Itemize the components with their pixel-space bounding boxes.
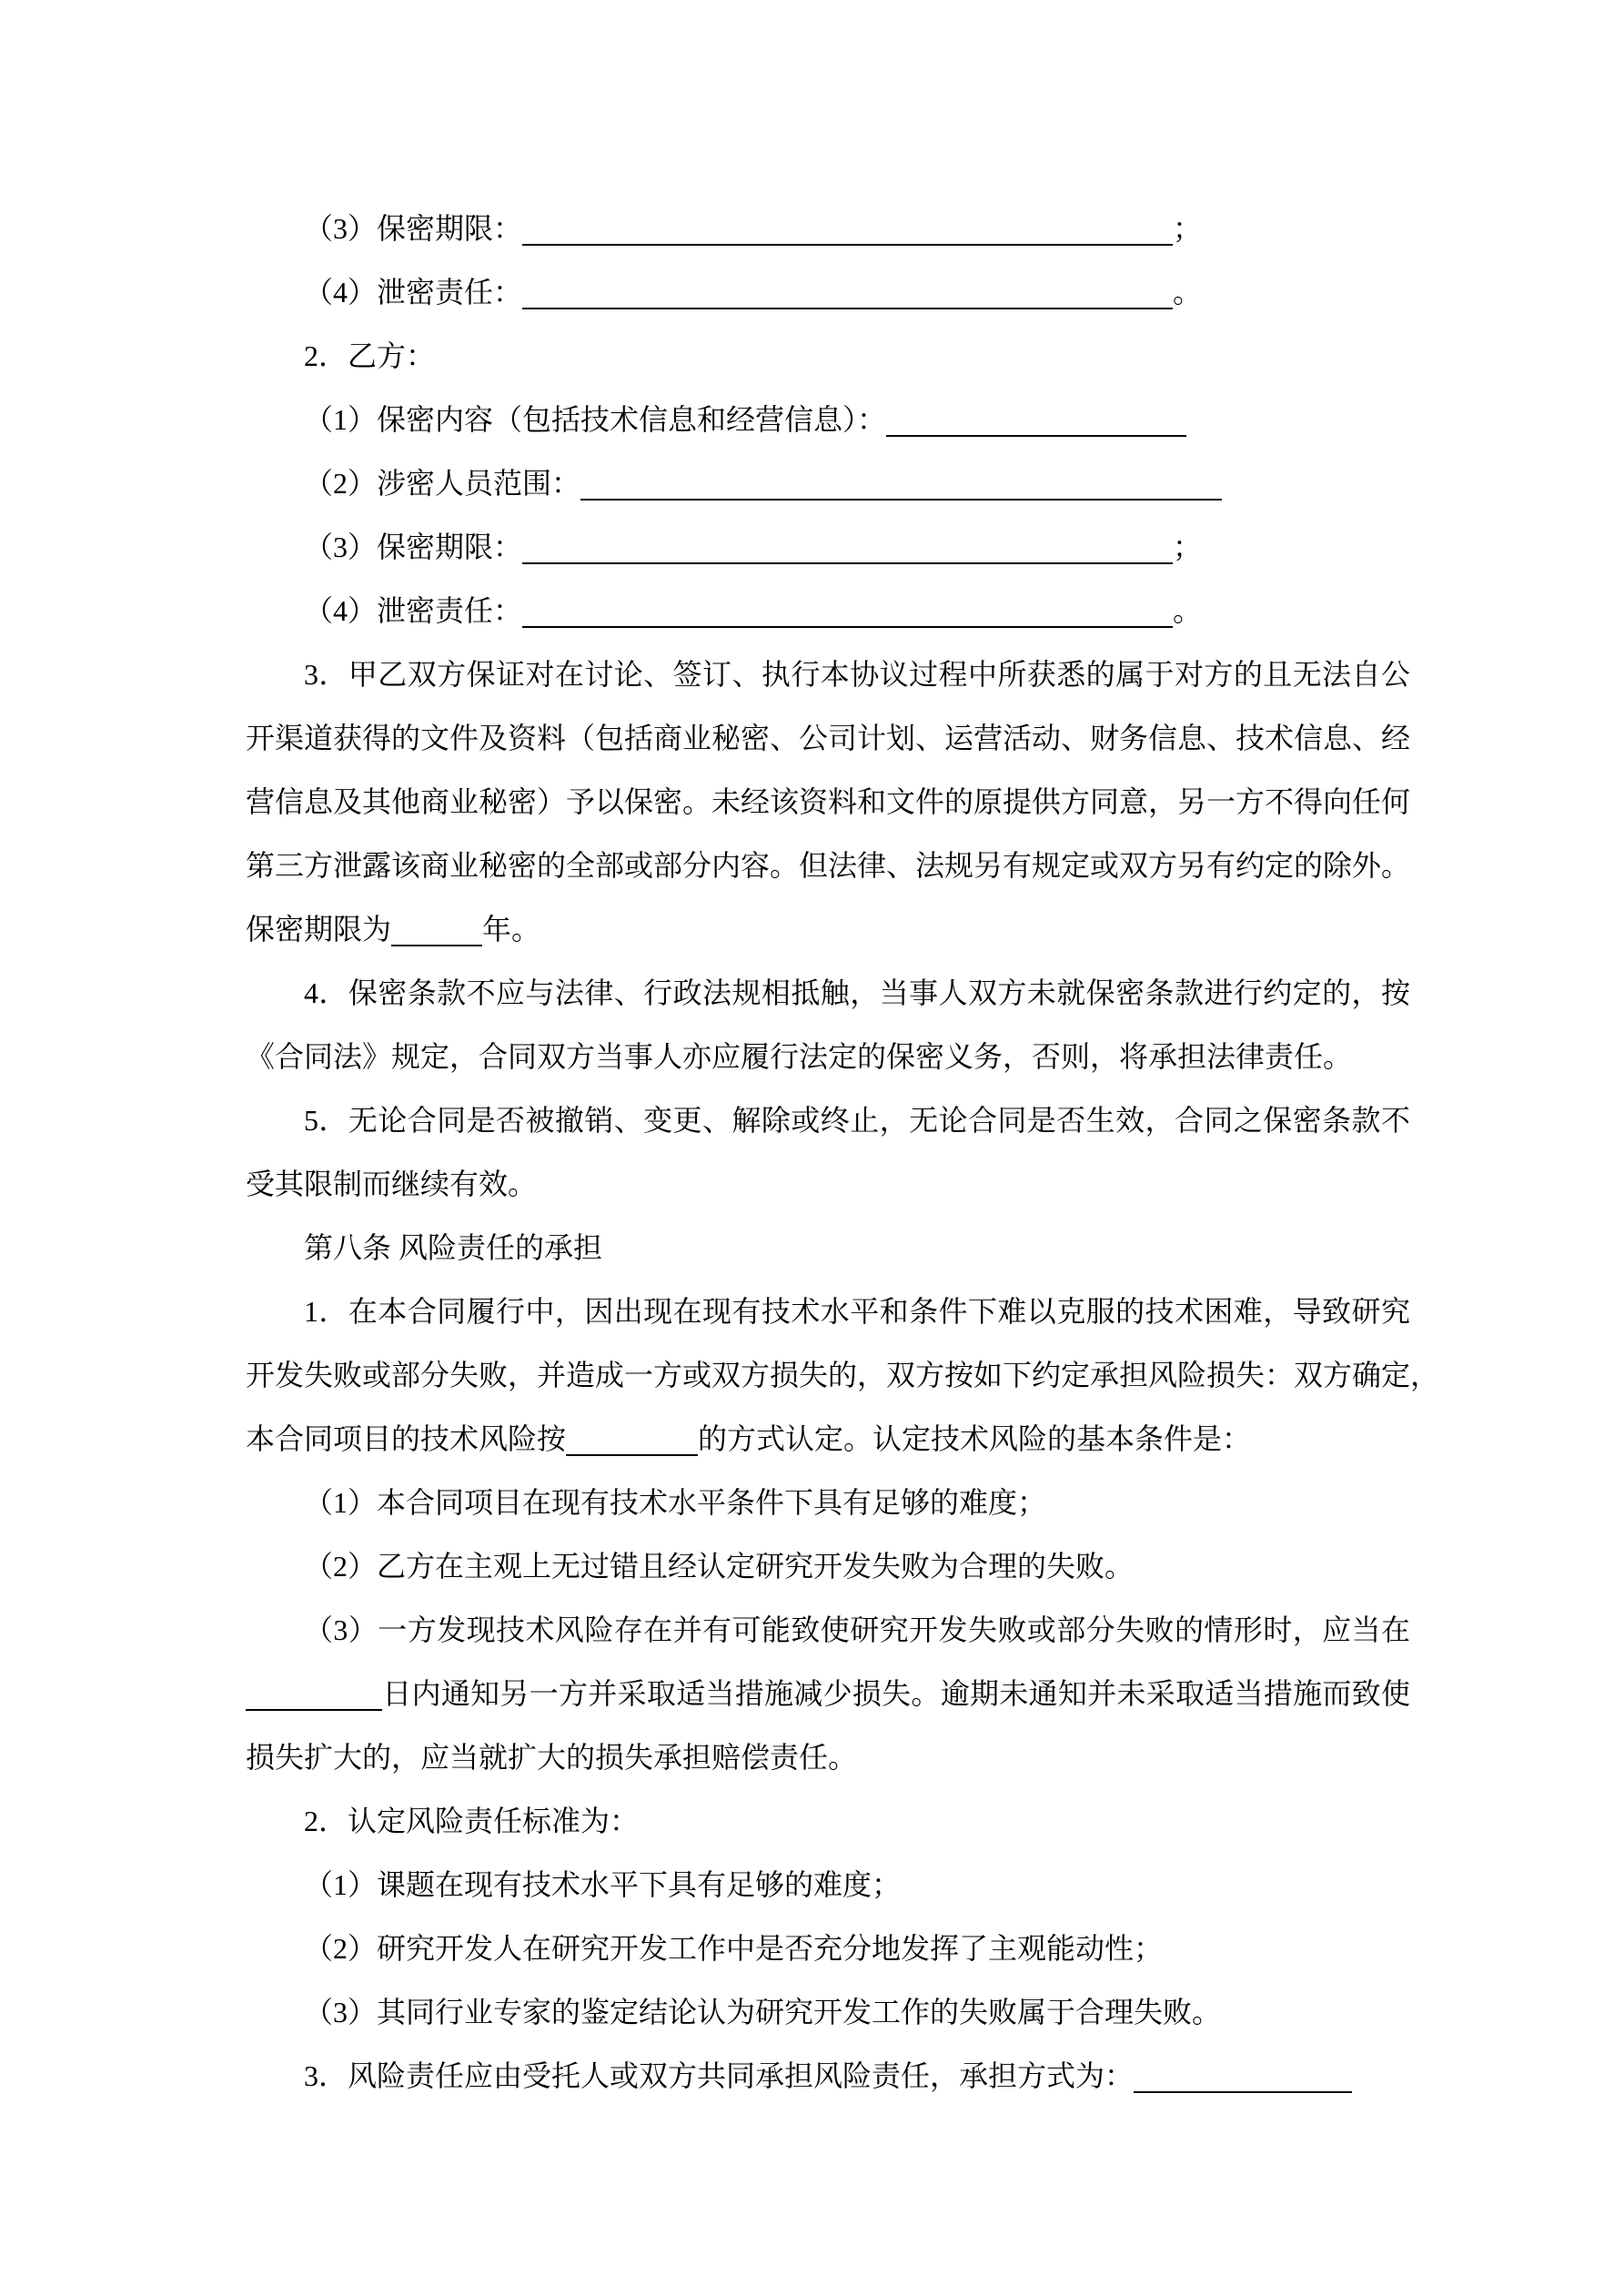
fill-in-blank <box>391 917 482 946</box>
fill-in-blank <box>580 471 1222 501</box>
document-line <box>246 324 1410 388</box>
document-line <box>246 1279 1410 1343</box>
document-line <box>246 515 1410 579</box>
fill-in-blank <box>522 217 1173 246</box>
document-line <box>246 897 1410 961</box>
text-run: （3）保密期限： <box>304 531 523 563</box>
fill-in-blank <box>886 408 1186 437</box>
text-run: （2）乙方在主观上无过错且经认定研究开发失败为合理的失败。 <box>304 1550 1135 1583</box>
text-run: 受其限制而继续有效。 <box>246 1168 538 1200</box>
document-line <box>246 197 1410 260</box>
text-run: （4）泄密责任： <box>304 276 523 308</box>
document-text-block <box>246 197 1440 2108</box>
document-line <box>246 260 1410 324</box>
text-run: 。 <box>1173 276 1203 308</box>
text-run: （2）涉密人员范围： <box>304 467 581 500</box>
document-line <box>246 1088 1410 1152</box>
document-line <box>246 706 1410 770</box>
fill-in-blank <box>522 599 1173 628</box>
text-run: （3）保密期限： <box>304 212 523 245</box>
document-line <box>246 642 1410 706</box>
document-line <box>246 770 1410 834</box>
text-run: 的方式认定。认定技术风险的基本条件是： <box>698 1422 1252 1455</box>
text-run: 1．在本合同履行中，因出现在现有技术水平和条件下难以克服的技术困难，导致研究 <box>304 1295 1410 1328</box>
text-run: 开渠道获得的文件及资料（包括商业秘密、公司计划、运营活动、财务信息、技术信息、经 <box>246 722 1411 754</box>
text-run: （1）本合同项目在现有技术水平条件下具有足够的难度； <box>304 1486 1047 1519</box>
text-run: ； <box>1173 212 1203 245</box>
fill-in-blank <box>522 280 1173 309</box>
text-run: （1）保密内容（包括技术信息和经营信息）： <box>304 403 887 436</box>
document-line <box>246 1980 1410 2044</box>
document-line <box>246 961 1410 1025</box>
document-line <box>246 388 1410 451</box>
text-run: 2．认定风险责任标准为： <box>304 1805 640 1837</box>
text-run: 开发失败或部分失败，并造成一方或双方损失的，双方按如下约定承担风险损失：双方确定， <box>246 1359 1440 1391</box>
document-line <box>246 1853 1410 1917</box>
document-line <box>246 2044 1410 2108</box>
document-line <box>246 1216 1410 1279</box>
text-run: 年。 <box>482 913 541 946</box>
fill-in-blank <box>566 1427 698 1456</box>
text-run: 3．风险责任应由受托人或双方共同承担风险责任，承担方式为： <box>304 2059 1135 2092</box>
fill-in-blank <box>246 1682 382 1711</box>
text-run: （1）课题在现有技术水平下具有足够的难度； <box>304 1868 902 1901</box>
text-run: 第三方泄露该商业秘密的全部或部分内容。但法律、法规另有规定或双方另有约定的除外。 <box>246 849 1411 882</box>
text-run: （3）其同行业专家的鉴定结论认为研究开发工作的失败属于合理失败。 <box>304 1996 1222 2028</box>
text-run: 本合同项目的技术风险按 <box>246 1422 567 1455</box>
text-run: 《合同法》规定，合同双方当事人亦应履行法定的保密义务，否则，将承担法律责任。 <box>246 1040 1353 1073</box>
fill-in-blank <box>522 535 1173 564</box>
document-line <box>246 1471 1410 1534</box>
document-line <box>246 1662 1410 1725</box>
document-line <box>246 1598 1410 1662</box>
document-line <box>246 1152 1410 1216</box>
document-line <box>246 579 1410 642</box>
text-run: 保密期限为 <box>246 913 392 946</box>
text-run: 。 <box>1173 594 1203 627</box>
text-run: 5．无论合同是否被撤销、变更、解除或终止，无论合同是否生效，合同之保密条款不 <box>304 1104 1410 1137</box>
text-run: ； <box>1173 531 1203 563</box>
text-run: 第八条 风险责任的承担 <box>304 1231 603 1264</box>
document-line <box>246 1725 1410 1789</box>
text-run: （2）研究开发人在研究开发工作中是否充分地发挥了主观能动性； <box>304 1932 1164 1965</box>
document-line <box>246 834 1410 897</box>
text-run: 4．保密条款不应与法律、行政法规相抵触，当事人双方未就保密条款进行约定的，按 <box>304 976 1410 1009</box>
text-run: 日内通知另一方并采取适当措施减少损失。逾期未通知并未采取适当措施而致使 <box>382 1677 1410 1710</box>
document-line <box>246 451 1410 515</box>
text-run: 损失扩大的，应当就扩大的损失承担赔偿责任。 <box>246 1741 858 1774</box>
document-line <box>246 1917 1410 1980</box>
document-line <box>246 1534 1410 1598</box>
text-run: 2．乙方： <box>304 339 436 372</box>
fill-in-blank <box>1134 2064 1352 2093</box>
document-line <box>246 1789 1410 1853</box>
document-line <box>246 1025 1410 1088</box>
text-run: 营信息及其他商业秘密）予以保密。未经该资料和文件的原提供方同意，另一方不得向任何 <box>246 785 1411 818</box>
text-run: （4）泄密责任： <box>304 594 523 627</box>
text-run: （3）一方发现技术风险存在并有可能致使研究开发失败或部分失败的情形时，应当在 <box>304 1613 1410 1646</box>
document-line <box>246 1407 1410 1471</box>
text-run: 3．甲乙双方保证对在讨论、签订、执行本协议过程中所获悉的属于对方的且无法自公 <box>304 658 1410 691</box>
document-line <box>246 1343 1440 1407</box>
